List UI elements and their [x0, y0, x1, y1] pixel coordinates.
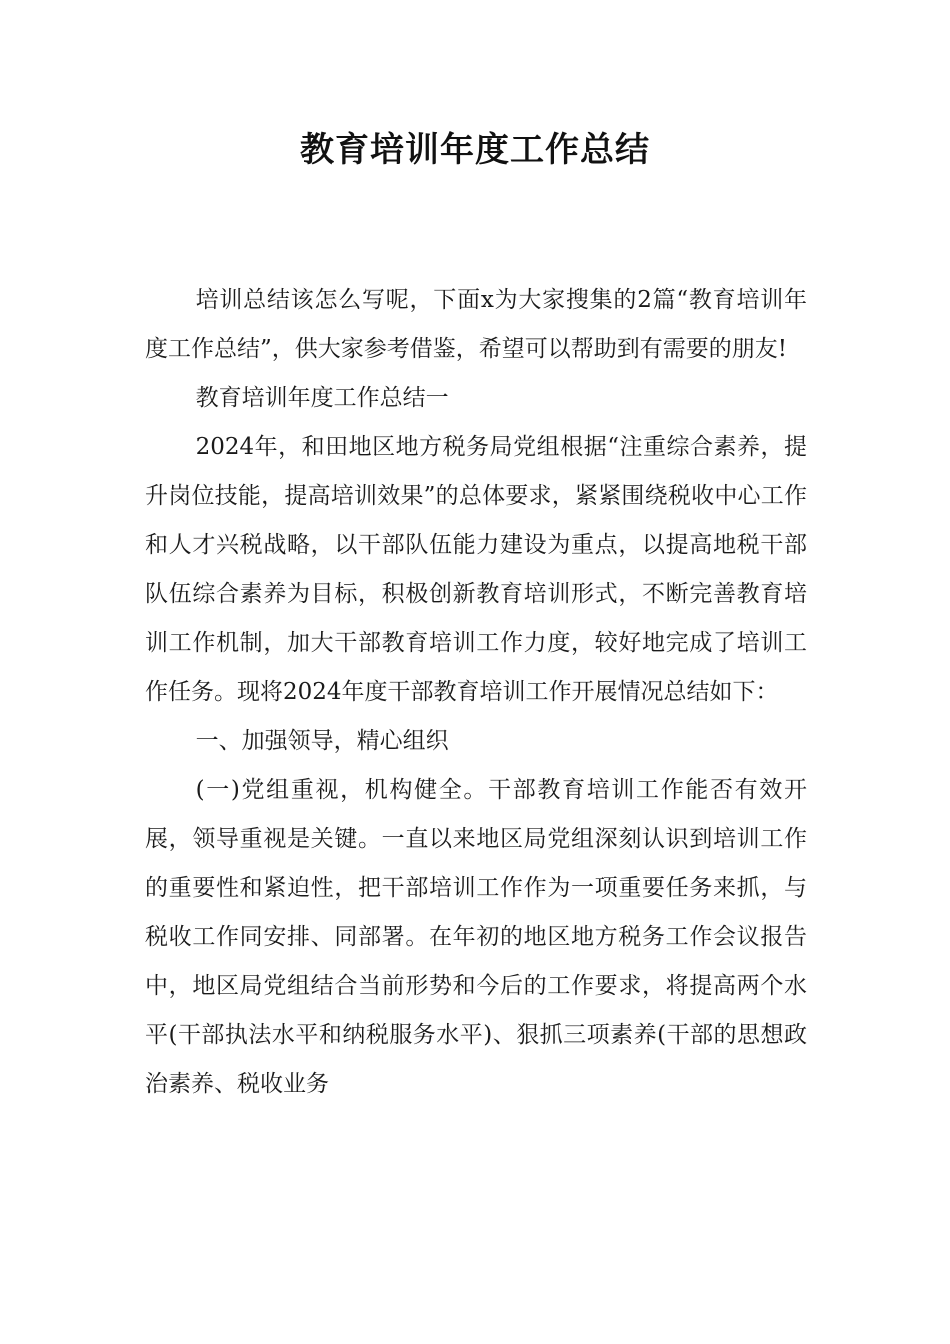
paragraph-subsection-one: (一)党组重视，机构健全。干部教育培训工作能否有效开展，领导重视是关键。一直以来地区局党组深刻认识到培训工作的重要性和紧迫性，把干部培训工作作为一项重要任务来抓，与税收工作同安排、同部署。在年初的地区地方税务工作会议报告中，地区局党组结合当前形势和今后的工作要求，将提高两个水平(干部执法水平和纳税服务水平)、狠抓三项素养(干部的思想政治素养、税收业务 — [145, 777, 807, 1097]
paragraph-overview: 2024年，和田地区地方税务局党组根据“注重综合素养，提升岗位技能，提高培训效果”的总体要求，紧紧围绕税收中心工作和人才兴税战略，以干部队伍能力建设为重点，以提高地税干部队伍综合素养为目标，积极创新教育培训形式，不断完善教育培训工作机制，加大干部教育培训工作力度，较好地完成了培训工作任务。现将2024年度干部教育培训工作开展情况总结如下： — [145, 434, 807, 705]
paragraph-intro: 培训总结该怎么写呢，下面x为大家搜集的2篇“教育培训年度工作总结”，供大家参考借鉴，希望可以帮助到有需要的朋友! — [145, 287, 807, 362]
paragraph-section-heading: 教育培训年度工作总结一 — [195, 385, 449, 411]
document-body — [145, 276, 807, 1109]
paragraph-heading-one: 一、加强领导，精心组织 — [195, 728, 449, 754]
document-title: 教育培训年度工作总结 — [300, 130, 650, 170]
